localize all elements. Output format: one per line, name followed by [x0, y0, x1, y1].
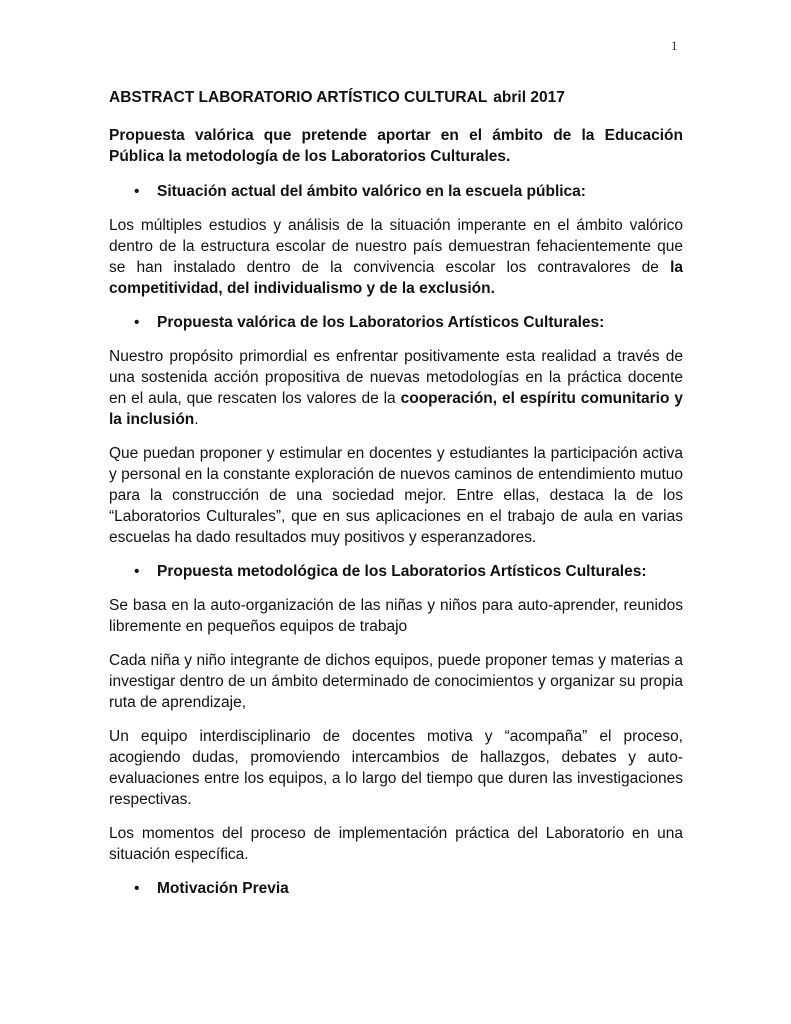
section-heading	[109, 878, 683, 899]
bullet-icon: •	[134, 880, 140, 897]
paragraph-text: Nuestro propósito primordial es enfrentar positivamente esta realidad a través de una sostenida acción propositiva de nuevas metodologías en la práctica docente en el aula, que rescaten los valores de la	[109, 348, 683, 407]
paragraph: Se basa en la auto-organización de las niñas y niños para auto-aprender, reunidos libremente en pequeños equipos de trabajo	[109, 597, 683, 635]
paragraph-bold-text: cooperación, el espíritu comunitario y la inclusión	[109, 390, 683, 428]
paragraph: Un equipo interdisciplinario de docentes motiva y “acompaña” el proceso, acogiendo dudas, promoviendo intercambios de hallazgos, debates y auto-evaluaciones entre los equipos, a lo largo del tiempo que duren las investigaciones respectivas.	[109, 728, 683, 808]
section-heading	[109, 181, 683, 202]
section-heading-text: Propuesta metodológica de los Laboratorios Artísticos Culturales:	[157, 563, 647, 580]
title-date: abril 2017	[493, 89, 565, 106]
document-body	[109, 88, 683, 912]
document-title	[109, 88, 683, 108]
paragraph	[109, 215, 683, 299]
bullet-icon: •	[134, 563, 140, 580]
section-heading	[109, 561, 683, 582]
document-subtitle: Propuesta valórica que pretende aportar en el ámbito de la Educación Pública la metodología de los Laboratorios Culturales.	[109, 127, 683, 165]
paragraph-text-after: .	[194, 411, 199, 428]
paragraph	[109, 346, 683, 430]
paragraph: Los momentos del proceso de implementación práctica del Laboratorio en una situación específica.	[109, 825, 683, 863]
title-main: ABSTRACT LABORATORIO ARTÍSTICO CULTURAL	[109, 89, 488, 106]
paragraph-text: Los múltiples estudios y análisis de la situación imperante en el ámbito valórico dentro de la estructura escolar de nuestro país demuestran fehacientemente que se han instalado dentro de la convivencia escolar los contravalores de	[109, 217, 683, 276]
section-heading	[109, 312, 683, 333]
bullet-icon: •	[134, 314, 140, 331]
bullet-icon: •	[134, 183, 140, 200]
paragraph: Que puedan proponer y estimular en docentes y estudiantes la participación activa y personal en la constante exploración de nuevos caminos de entendimiento mutuo para la construcción de una sociedad mejor. Entre ellas, destaca la de los “Laboratorios Culturales”, que en sus aplicaciones en el trabajo de aula en varias escuelas ha dado resultados muy positivos y esperanzadores.	[109, 445, 683, 546]
section-heading-text: Propuesta valórica de los Laboratorios Artísticos Culturales:	[157, 314, 605, 331]
section-heading-text: Motivación Previa	[157, 880, 289, 897]
paragraph: Cada niña y niño integrante de dichos equipos, puede proponer temas y materias a investigar dentro de un ámbito determinado de conocimientos y organizar su propia ruta de aprendizaje,	[109, 652, 683, 711]
section-heading-text: Situación actual del ámbito valórico en la escuela pública:	[157, 183, 586, 200]
page-number: 1	[671, 38, 678, 53]
paragraph-bold-text: la competitividad, del individualismo y de la exclusión.	[109, 259, 683, 297]
